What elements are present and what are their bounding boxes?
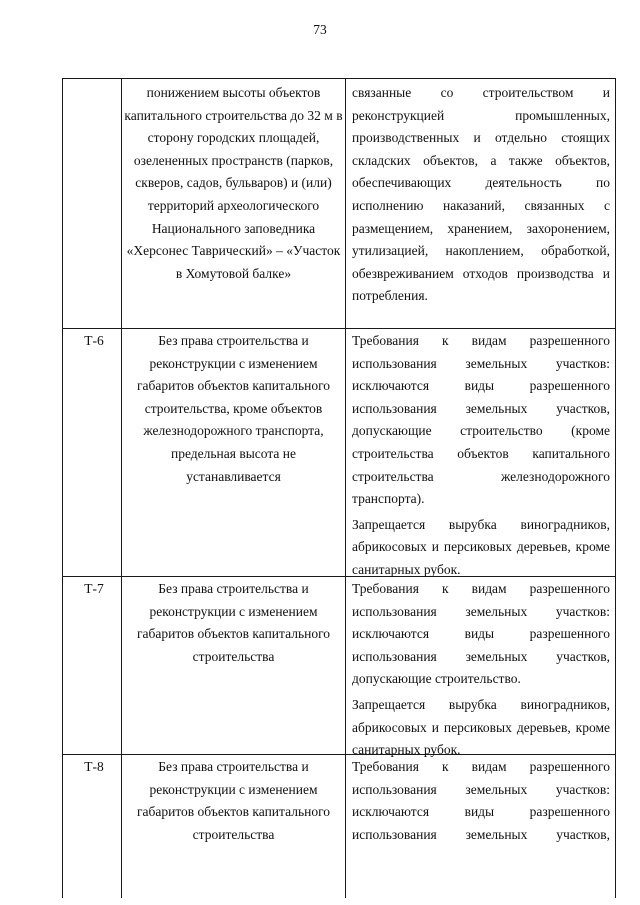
table-cell-code: Т-6 [84,333,104,348]
table-column-divider-2 [345,78,346,905]
table-cell-requirements [352,82,610,308]
page-number: 73 [313,22,327,37]
prohibition-text: Запрещается вырубка виноградников, абрикосовых и персиковых деревьев, кроме санитарных рубок. [352,516,610,577]
table-row-divider [62,328,616,329]
table-cell-code: Т-8 [84,759,104,774]
requirements-text: связанные со строительством и реконструкцией промышленных, производственных и отдельно стоящих складских объектов, а также объектов, обеспечивающих деятельность по исполнению наказаний, связанных с размещением, хранением, захоронением, утилизацией, накоплением, обработкой, обезвреживанием отходов производства и потребления. [352,85,610,304]
requirements-text: Требования к видам разрешенного использования земельных участков: исключаются виды разрешенного использования земельных участков, допускающие строительство. [352,581,610,687]
requirements-text: Требования к видам разрешенного использования земельных участков: исключаются виды разрешенного использования земельных участков, [352,759,610,842]
table-border-top [62,78,616,79]
table-cell-requirements [352,578,610,762]
table-cell-requirements [352,330,610,582]
table-cell-code: Т-7 [84,581,104,596]
table-cell-description: Без права строительства и реконструкции с изменением габаритов объектов капитального строительства [136,581,331,664]
table-column-divider-1 [121,78,122,905]
table-cell-requirements [352,756,610,846]
table-cell-description: Без права строительства и реконструкции с изменением габаритов объектов капитального строительства [136,759,331,842]
table-cell-description: понижением высоты объектов капитального строительства до 32 м в сторону городских площадей, озелененных пространств (парков, скверов, садов, бульваров) и (или) территорий археологического Национального заповедника «Херсонес Таврический» – «Участок в Хомутовой балке» [124,85,343,281]
requirements-text: Требования к видам разрешенного использования земельных участков: исключаются виды разрешенного использования земельных участков, допускающие строительство (кроме строительства объектов капитального строительства железнодорожного транспорта). [352,333,610,507]
page-bottom-margin [0,898,640,905]
table-cell-description: Без права строительства и реконструкции с изменением габаритов объектов капитального строительства, кроме объектов железнодорожного транспорта, предельная высота не устанавливается [136,333,331,484]
table-border-left [62,78,63,905]
table-border-right [615,78,616,905]
prohibition-text: Запрещается вырубка виноградников, абрикосовых и персиковых деревьев, кроме санитарных рубок. [352,696,610,758]
